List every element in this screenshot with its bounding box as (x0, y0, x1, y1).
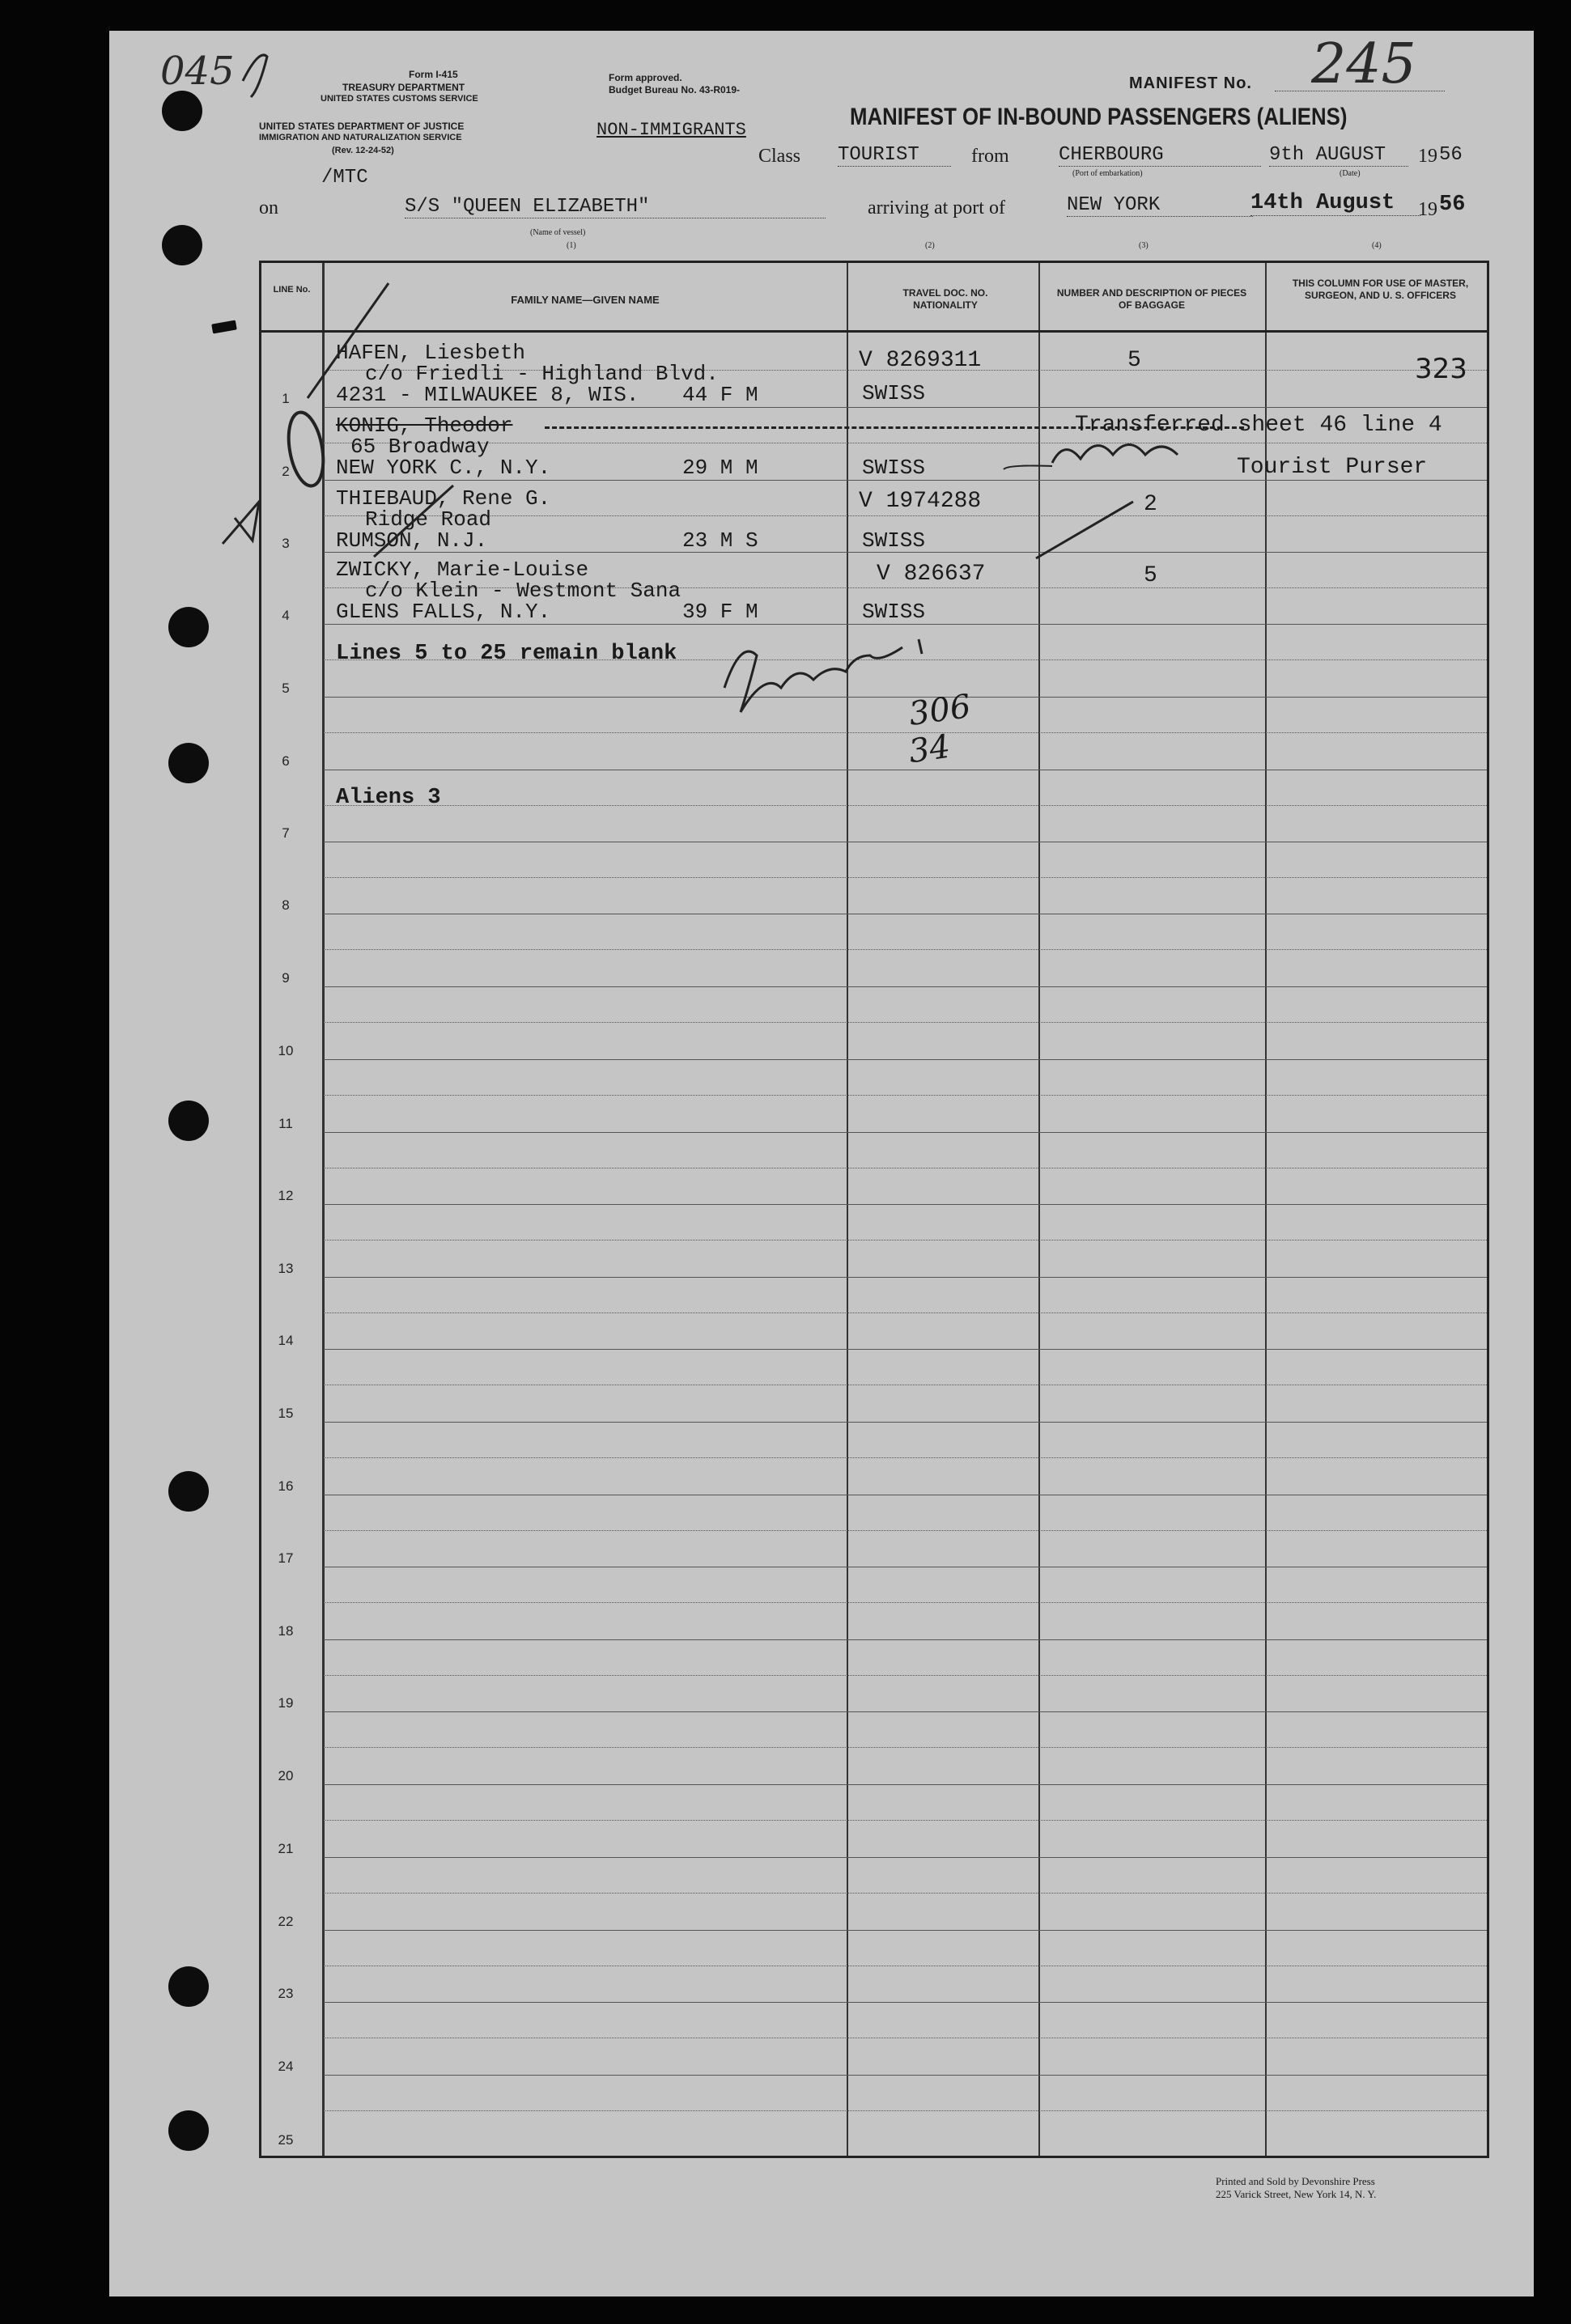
embark-year-prefix: 19 (1418, 146, 1437, 167)
check-mark (308, 283, 389, 398)
entry-nationality: SWISS (862, 456, 926, 480)
line-number: 11 (278, 1116, 293, 1131)
port-caption: (Port of embarkation) (1072, 169, 1143, 178)
form-number: Form I-415 (409, 69, 458, 80)
officer-note: 323 (1415, 353, 1467, 385)
manifest-number: 245 (1311, 32, 1416, 96)
class-label: Class (758, 146, 801, 167)
pen-scribble (1004, 466, 1052, 470)
line-number: 3 (282, 536, 290, 551)
purser-note: Tourist Purser (1237, 455, 1428, 480)
printer-line-2: 225 Varick Street, New York 14, N. Y. (1216, 2188, 1377, 2200)
line-number: 4 (282, 608, 290, 623)
entry-name: ZWICKY, Marie-Louise (336, 558, 589, 582)
line-number: 7 (282, 825, 290, 841)
header-name: FAMILY NAME—GIVEN NAME (511, 294, 660, 306)
agency-justice: UNITED STATES DEPARTMENT OF JUSTICE (259, 121, 465, 132)
arrival-port: NEW YORK (1067, 194, 1253, 217)
from-label: from (971, 146, 1009, 167)
entry-name: HAFEN, Liesbeth (336, 341, 526, 365)
initials-signature (1052, 445, 1178, 464)
line-number: 23 (278, 1986, 294, 2001)
entry-name: KONIG, Theodor (336, 413, 513, 438)
embark-year: 56 (1439, 144, 1463, 166)
header-travel-doc: TRAVEL DOC. NO. NATIONALITY (902, 287, 988, 311)
entry-travel-doc: V 8269311 (859, 348, 982, 373)
class-value: TOURIST (838, 144, 951, 167)
entry-baggage: 5 (1144, 563, 1157, 588)
line-number: 22 (278, 1914, 294, 1929)
line-number: 24 (278, 2059, 294, 2074)
line-number: 10 (278, 1043, 294, 1058)
arriving-label: arriving at port of (868, 197, 1005, 218)
line-number: 6 (282, 753, 290, 769)
entry-travel-doc: V 1974288 (859, 489, 982, 514)
entry-nationality: SWISS (862, 528, 926, 553)
handwritten-number: 306 (907, 687, 974, 734)
entry-age-sex-status: 44 F M (682, 383, 758, 407)
margin-number: 045 (160, 49, 235, 94)
entry-address: c/o Klein - Westmont Sana (365, 579, 681, 603)
line-number: 5 (282, 681, 290, 696)
manifest-label: MANIFEST No. (1129, 74, 1252, 92)
line-number: 17 (278, 1550, 294, 1566)
header-officers: THIS COLUMN FOR USE OF MASTER, SURGEON, AND U. S. OFFICERS (1292, 278, 1469, 301)
header-baggage: NUMBER AND DESCRIPTION OF PIECES OF BAGGAGE (1056, 287, 1247, 311)
pen-tick (919, 639, 922, 654)
entry-nationality: SWISS (862, 381, 926, 405)
agency-ins: IMMIGRATION AND NATURALIZATION SERVICE (259, 133, 462, 142)
col4-number: (4) (1372, 241, 1382, 250)
entry-address: c/o Friedli - Highland Blvd. (365, 362, 719, 386)
on-label: on (259, 197, 278, 218)
check-mark (1036, 502, 1133, 558)
revision: (Rev. 12-24-52) (332, 146, 394, 155)
line-number: 1 (282, 391, 290, 406)
line-number: 21 (278, 1841, 294, 1856)
agency-treasury: TREASURY DEPARTMENT (342, 82, 465, 93)
col2-number: (2) (925, 241, 935, 250)
pen-scribble (223, 502, 259, 544)
line-number: 15 (278, 1406, 294, 1421)
handwritten-fraction: 34 (907, 727, 953, 771)
entry-address: GLENS FALLS, N.Y. (336, 600, 551, 624)
date-caption: (Date) (1340, 169, 1361, 178)
line-number: 18 (278, 1623, 294, 1639)
line-number: 2 (282, 464, 290, 479)
entry-address: 4231 - MILWAUKEE 8, WIS. (336, 383, 639, 407)
entry-age-sex-status: 29 M M (682, 456, 758, 480)
entry-name: THIEBAUD, Rene G. (336, 486, 551, 511)
agency-customs: UNITED STATES CUSTOMS SERVICE (321, 94, 478, 104)
line-number: 14 (278, 1333, 294, 1348)
entry-age-sex-status: 39 F M (682, 600, 758, 624)
entry-baggage: 5 (1127, 348, 1141, 373)
line-number: 16 (278, 1478, 294, 1494)
transfer-note: Transferred sheet 46 line 4 (1075, 413, 1442, 438)
entry-nationality: SWISS (862, 600, 926, 624)
col3-number: (3) (1139, 241, 1149, 250)
col1-number: (1) (567, 241, 576, 250)
blank-lines-note: Lines 5 to 25 remain blank (336, 642, 677, 666)
printer-line-1: Printed and Sold by Devonshire Press (1216, 2175, 1375, 2187)
mtc-code: /MTC (321, 167, 368, 189)
arrival-date: 14th August (1250, 191, 1420, 216)
embark-date: 9th AUGUST (1269, 144, 1408, 167)
line-number: 9 (282, 970, 290, 986)
entry-address: 65 Broadway (350, 435, 490, 459)
aliens-count-note: Aliens 3 (336, 786, 441, 810)
arrival-year-prefix: 19 (1418, 199, 1437, 220)
entry-address: Ridge Road (365, 507, 492, 532)
entry-travel-doc: V 826637 (877, 562, 986, 587)
vessel-name: S/S "QUEEN ELIZABETH" (405, 196, 826, 218)
entry-baggage: 2 (1144, 492, 1157, 517)
line-number: 13 (278, 1261, 294, 1276)
budget-bureau: Budget Bureau No. 43-R019- (609, 84, 741, 95)
entry-age-sex-status: 23 M S (682, 528, 758, 553)
pen-scribble (243, 55, 267, 97)
line-number: 12 (278, 1188, 294, 1203)
handwritten-signature (724, 647, 902, 712)
header-line-no: LINE No. (273, 285, 311, 295)
manifest-title: MANIFEST OF IN-BOUND PASSENGERS (ALIENS) (850, 104, 1348, 130)
entry-address: RUMSON, N.J. (336, 528, 488, 553)
form-approved: Form approved. (609, 72, 682, 83)
entry-address: NEW YORK C., N.Y. (336, 456, 551, 480)
category: NON-IMMIGRANTS (597, 120, 746, 140)
vessel-caption: (Name of vessel) (530, 228, 586, 237)
arrival-year: 56 (1439, 193, 1466, 217)
line-number: 20 (278, 1768, 294, 1783)
line-number: 19 (278, 1695, 294, 1711)
circle-mark (283, 409, 328, 489)
line-number: 8 (282, 897, 290, 913)
from-value: CHERBOURG (1059, 144, 1261, 167)
line-number: 25 (278, 2132, 294, 2148)
check-mark (374, 486, 453, 557)
